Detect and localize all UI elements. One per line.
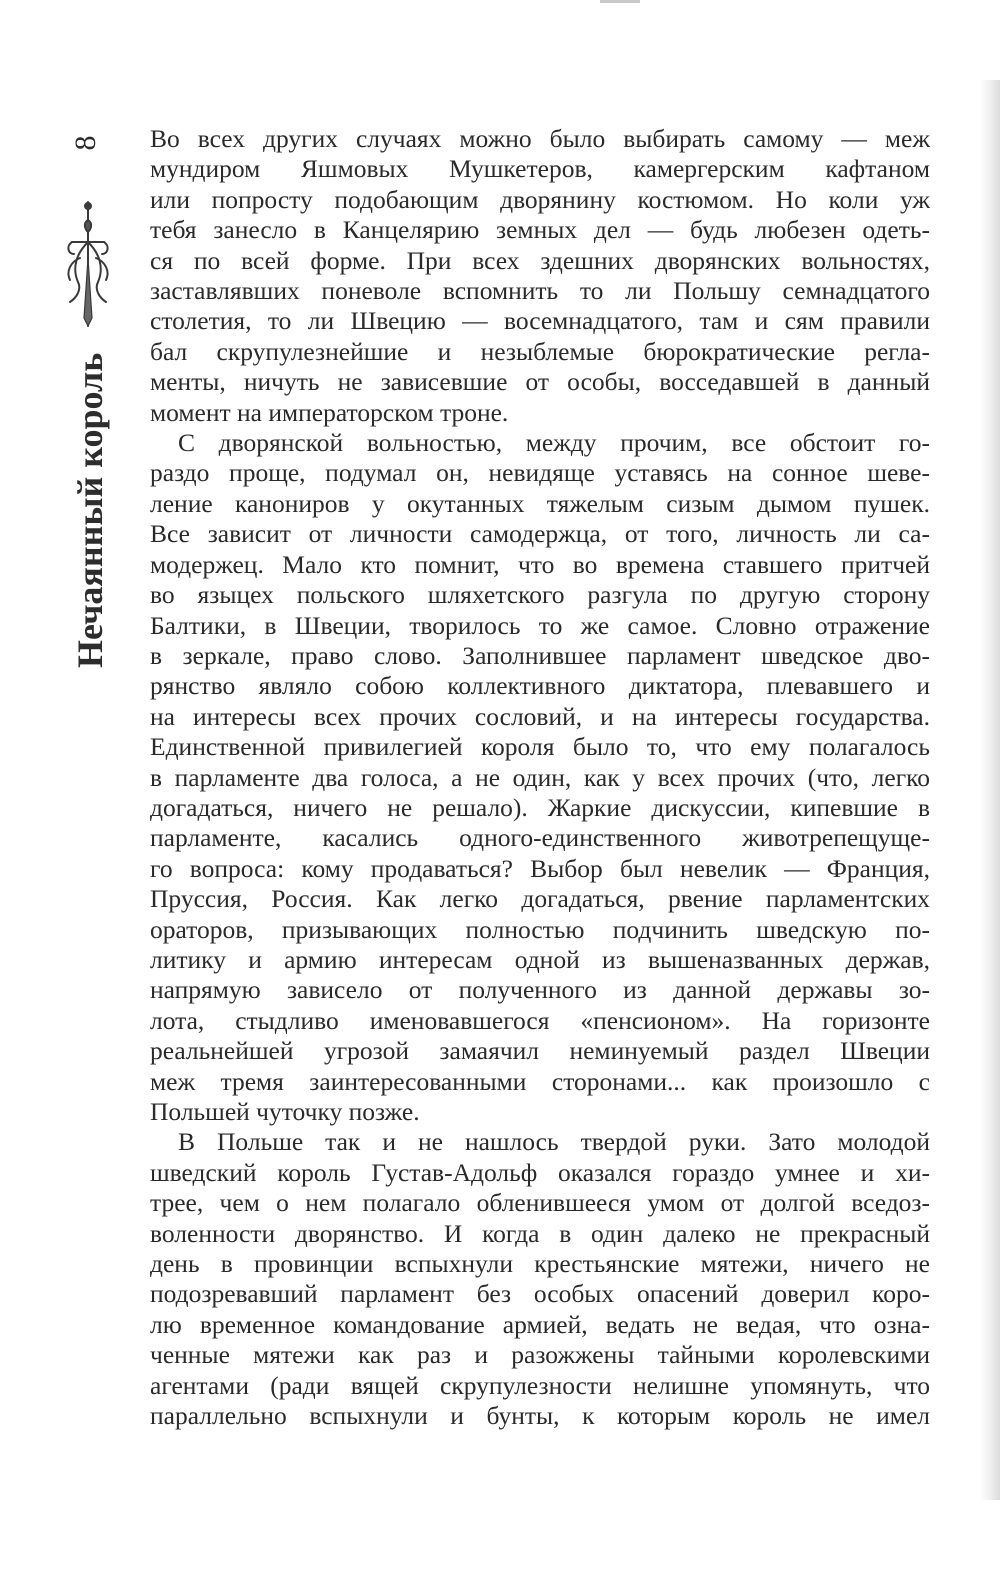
text-line: ораторов, призывающих полностью подчинить шведскую по- (150, 914, 930, 944)
text-line: ченные мятежи как раз и разожжены тайными королевскими (150, 1340, 930, 1370)
text-line: в парламенте два голоса, а не один, как у всех прочих (что, легко (150, 762, 930, 792)
text-line: Во всех других случаях можно было выбирать самому — меж (150, 124, 930, 153)
text-line: или попросту подобающим дворянину костюмом. Но коли уж (150, 184, 930, 214)
text-line: С дворянской вольностью, между прочим, все обстоит го- (178, 428, 930, 458)
text-line: Пруссия, Россия. Как легко догадаться, рвение парламентских (150, 884, 930, 914)
text-line: агентами (ради вящей скрупулезности нелишне упомянуть, что (150, 1370, 930, 1400)
text-line: ление канониров у окутанных тяжелым сизым дымом пушек. (150, 488, 930, 518)
text-line: литику и армию интересам одной из вышеназванных держав, (150, 944, 930, 974)
text-line: трее, чем о нем полагало обленившееся умом от долгой вседоз- (150, 1188, 930, 1218)
text-line: подозревавший парламент без особых опасений доверил коро- (150, 1279, 930, 1309)
text-line: меж тремя заинтересованными сторонами... как произошло с (150, 1066, 930, 1096)
text-line: напрямую зависело от полученного из данной державы зо- (150, 975, 930, 1005)
text-line: столетия, то ли Швецию — восемнадцатого, там и сям правили (150, 306, 930, 336)
paragraph-1 (150, 124, 930, 428)
text-line: на интересы всех прочих сословий, и на интересы государства. (150, 701, 930, 731)
text-line: модержец. Мало кто помнит, что во времена ставшего притчей (150, 549, 930, 579)
text-line: рянство являло собою коллективного диктатора, плевавшего и (150, 671, 930, 701)
text-line: догадаться, ничего не решало). Жаркие дискуссии, кипевшие в (150, 792, 930, 822)
page-edge-shadow (980, 80, 1000, 1500)
text-line: ся по всей форме. При всех здешних дворянских вольностях, (150, 245, 930, 275)
text-line: мундиром Яшмовых Мушкетеров, камергерским кафтаном (150, 154, 930, 184)
text-line: го вопроса: кому продаваться? Выбор был невелик — Франция, (150, 853, 930, 883)
text-line: шведский король Густав-Адольф оказался гораздо умнее и хи- (150, 1157, 930, 1187)
text-line: момент на императорском троне. (150, 397, 509, 427)
text-line: Польшей чуточку позже. (150, 1097, 420, 1126)
text-line: во языцех польского шляхетского разгула по другую сторону (150, 580, 930, 610)
text-line: Балтики, в Швеции, творилось то же самое. Словно отражение (150, 610, 930, 640)
text-line: лю временное командование армией, ведать не ведая, что озна- (150, 1309, 930, 1339)
page-number: 8 (69, 135, 102, 151)
sword-ornament-icon (60, 198, 116, 330)
text-line: менты, ничуть не зависевшие от особы, восседавшей в данный (150, 367, 930, 397)
book-title: Нечаянный король (70, 352, 110, 668)
text-line: Единственной привилегией короля было то, что ему полагалось (150, 732, 930, 762)
paragraph-2 (150, 428, 930, 1127)
text-line: в зеркале, право слово. Заполнившее парламент шведское дво- (150, 640, 930, 670)
text-line: раздо проще, подумал он, невидяще уставясь на сонное шеве- (150, 458, 930, 488)
text-line: бал скрупулезнейшие и незыблемые бюрократические регла- (150, 336, 930, 366)
paragraph-3 (150, 1127, 930, 1431)
text-line: тебя занесло в Канцелярию земных дел — будь любезен одеть- (150, 215, 930, 245)
text-line: Все зависит от личности самодержца, от того, личность ли са- (150, 519, 930, 549)
text-line: парламенте, касались одного-единственного животрепещуще- (150, 823, 930, 853)
text-line: лота, стыдливо именовавшегося «пенсионом». На горизонте (150, 1005, 930, 1035)
page-top-mark (600, 0, 640, 3)
main-text-block (150, 124, 930, 1431)
text-line: В Польше так и не нашлось твердой руки. Зато молодой (178, 1127, 930, 1157)
text-line: воленности дворянство. И когда в один далеко не прекрасный (150, 1218, 930, 1248)
text-line: реальнейшей угрозой замаячил неминуемый раздел Швеции (150, 1036, 930, 1066)
text-line: заставлявших поневоле вспомнить то ли Польшу семнадцатого (150, 276, 930, 306)
text-line: день в провинции вспыхнули крестьянские мятежи, ничего не (150, 1249, 930, 1279)
text-line: параллельно вспыхнули и бунты, к которым король не имел (150, 1401, 930, 1431)
